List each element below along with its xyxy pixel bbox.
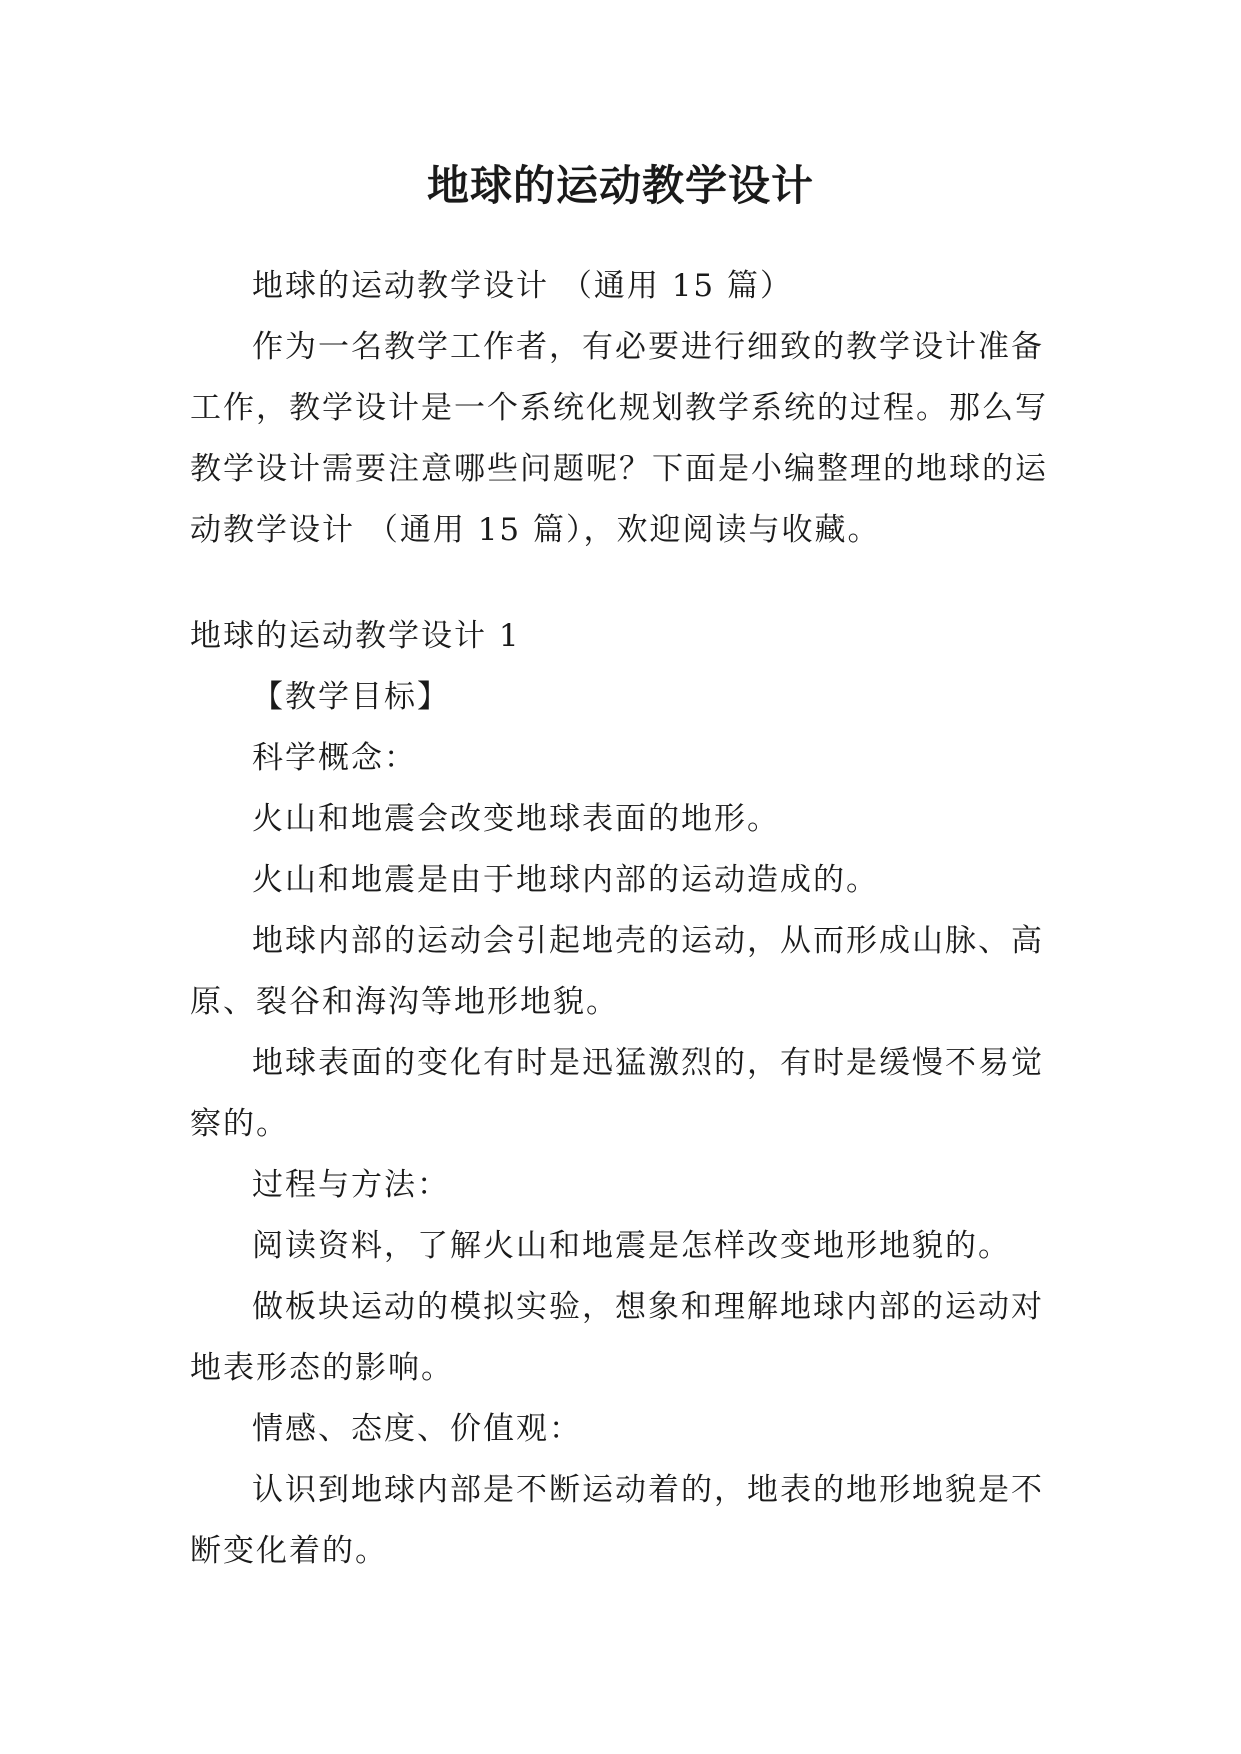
attitude-paragraph: 认识到地球内部是不断运动着的，地表的地形地貌是不断变化着的。 bbox=[190, 1472, 1044, 1569]
subtitle-paragraph: 地球的运动教学设计 （通用 15 篇） bbox=[252, 268, 794, 304]
concept-paragraph: 地球内部的运动会引起地壳的运动，从而形成山脉、高原、裂谷和海沟等地形地貌。 bbox=[190, 923, 1044, 1020]
section-heading: 地球的运动教学设计 1 bbox=[190, 618, 521, 654]
method-paragraph: 做板块运动的模拟实验，想象和理解地球内部的运动对地表形态的影响。 bbox=[190, 1289, 1044, 1386]
science-concepts-label: 科学概念： bbox=[252, 740, 417, 776]
method-paragraph: 阅读资料，了解火山和地震是怎样改变地形地貌的。 bbox=[252, 1228, 1011, 1264]
objectives-heading: 【教学目标】 bbox=[252, 679, 450, 715]
section-spacer bbox=[190, 561, 1050, 606]
concept-paragraph: 火山和地震会改变地球表面的地形。 bbox=[252, 801, 780, 837]
concept-paragraph: 火山和地震是由于地球内部的运动造成的。 bbox=[252, 862, 879, 898]
intro-paragraph: 作为一名教学工作者，有必要进行细致的教学设计准备工作，教学设计是一个系统化规划教学系统的过程。那么写教学设计需要注意哪些问题呢？下面是小编整理的地球的运动教学设计 （通用 15 篇），欢迎阅读与收藏。 bbox=[190, 329, 1048, 548]
attitude-label: 情感、态度、价值观： bbox=[252, 1411, 582, 1447]
document-body bbox=[190, 256, 1050, 1582]
process-method-label: 过程与方法： bbox=[252, 1167, 450, 1203]
document-title: 地球的运动教学设计 bbox=[426, 161, 814, 210]
concept-paragraph: 地球表面的变化有时是迅猛激烈的，有时是缓慢不易觉察的。 bbox=[190, 1045, 1044, 1142]
